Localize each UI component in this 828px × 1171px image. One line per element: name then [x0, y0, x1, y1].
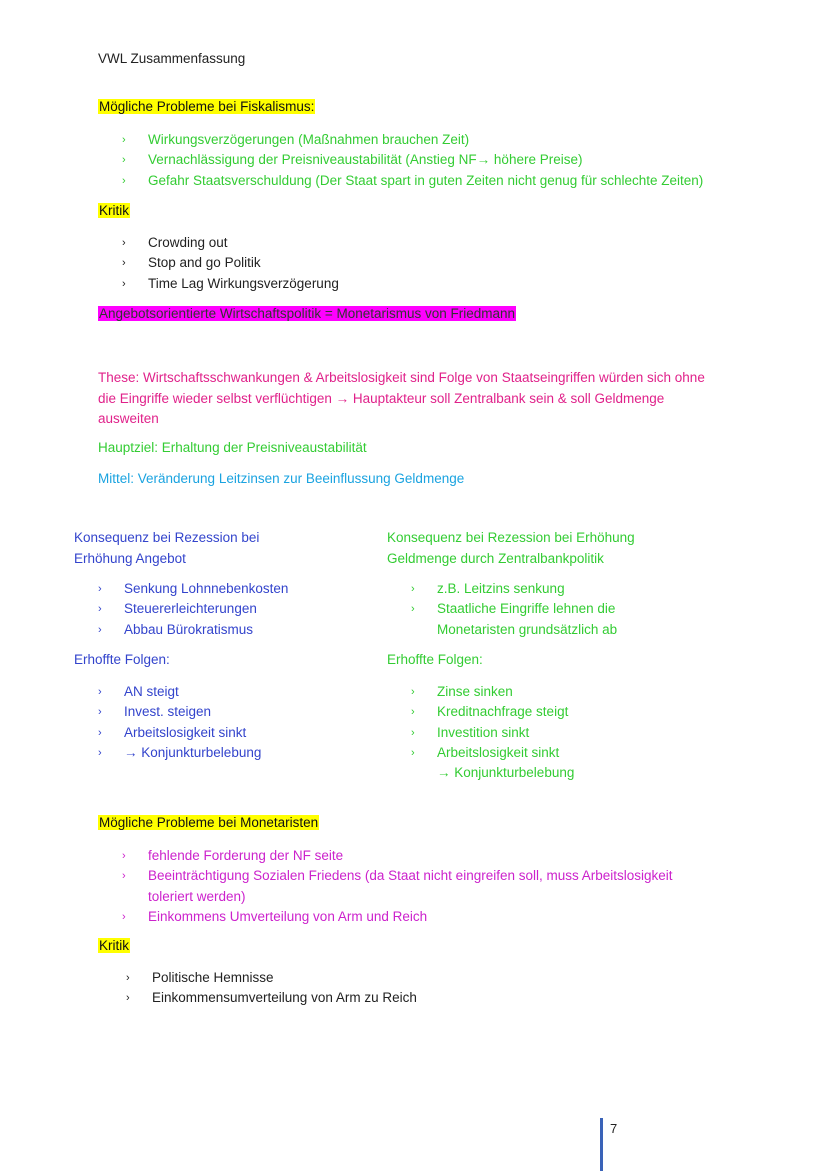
monetar-heading-text: Mögliche Probleme bei Monetaristen [99, 815, 319, 830]
hauptziel: Hauptziel: Erhaltung der Preisniveaustabilität [98, 440, 367, 455]
list-item-continuation: → Konjunkturbelebung [437, 765, 575, 781]
list-item: › Invest. steigen [98, 702, 261, 722]
bullet-icon: › [122, 237, 126, 249]
list-item: › Staatliche Eingriffe lehnen die [411, 599, 617, 619]
list-item: › Investition sinkt [411, 723, 574, 743]
monetar-kritik-list [126, 968, 417, 1009]
angebot-heading [98, 306, 516, 321]
bullet-icon: › [98, 726, 102, 739]
list-item-continuation: Monetaristen grundsätzlich ab [437, 621, 618, 637]
bullet-icon: › [126, 992, 130, 1005]
list-item: › Arbeitslosigkeit sinkt [98, 723, 261, 743]
left-folgen-heading: Erhoffte Folgen: [74, 652, 170, 667]
right-folgen-heading: Erhoffte Folgen: [387, 652, 483, 667]
list-item-continuation: toleriert werden) [148, 888, 246, 904]
bullet-icon: › [411, 686, 415, 698]
bullet-icon: › [98, 583, 102, 595]
list-item: › Einkommens Umverteilung von Arm und Reich [122, 907, 673, 927]
bullet-icon: › [411, 583, 415, 595]
left-folgen-list [98, 682, 261, 763]
list-item: › Time Lag Wirkungsverzögerung [122, 274, 339, 294]
right-heading-line: Konsequenz bei Rezession bei Erhöhung [387, 530, 635, 545]
bullet-icon: › [98, 686, 102, 698]
bullet-icon: › [122, 277, 126, 290]
list-item: › Politische Hemnisse [126, 968, 417, 988]
right-heading [387, 528, 635, 569]
mittel: Mittel: Veränderung Leitzinsen zur Beeinflussung Geldmenge [98, 471, 465, 486]
bullet-icon: › [98, 623, 102, 636]
list-item: › Zinse sinken [411, 682, 574, 702]
page-header: VWL Zusammenfassung [98, 51, 246, 66]
bullet-icon: › [122, 910, 126, 923]
left-heading-line: Konsequenz bei Rezession bei [74, 530, 260, 545]
bullet-icon: › [411, 706, 415, 719]
fiskal-kritik-list [122, 233, 339, 294]
left-measures-list [98, 579, 288, 640]
list-item: › Senkung Lohnnebenkosten [98, 579, 288, 599]
right-heading-line: Geldmenge durch Zentralbankpolitik [387, 550, 604, 566]
right-folgen-list [411, 682, 574, 783]
bullet-icon: › [411, 603, 415, 616]
page-number: 7 [610, 1121, 618, 1136]
left-heading-line: Erhöhung Angebot [74, 550, 186, 566]
bullet-icon: › [122, 257, 126, 270]
fiskal-heading [98, 99, 315, 114]
list-item: › → Konjunkturbelebung [98, 743, 261, 763]
bullet-icon: › [122, 134, 126, 146]
bullet-icon: › [98, 603, 102, 616]
list-item: › Stop and go Politik [122, 253, 339, 273]
bullet-icon: › [122, 174, 126, 187]
bullet-icon: › [122, 154, 126, 167]
bullet-icon: › [411, 746, 415, 759]
these-line: die Eingriffe wieder selbst verflüchtigen → Hauptakteur soll Zentralbank sein & soll Geldmenge [98, 390, 665, 406]
list-item: › Gefahr Staatsverschuldung (Der Staat spart in guten Zeiten nicht genug für schlechte Zeiten) [122, 171, 703, 191]
list-item: › Abbau Bürokratismus [98, 620, 288, 640]
list-item: › Kreditnachfrage steigt [411, 702, 574, 722]
fiskal-kritik-text: Kritik [99, 203, 129, 218]
fiskal-kritik-heading [98, 203, 130, 218]
monetar-list [122, 846, 673, 927]
list-item: › Vernachlässigung der Preisniveaustabilität (Anstieg NF→ höhere Preise) [122, 150, 703, 170]
bullet-icon: › [98, 706, 102, 719]
fiskal-heading-text: Mögliche Probleme bei Fiskalismus: [99, 99, 315, 114]
angebot-heading-text: Angebotsorientierte Wirtschaftspolitik = Monetarismus von Friedmann [99, 306, 516, 321]
these-paragraph [98, 368, 705, 430]
list-item: › fehlende Forderung der NF seite [122, 846, 673, 866]
monetar-kritik-text: Kritik [99, 938, 129, 953]
monetar-heading [98, 815, 319, 830]
list-item: › AN steigt [98, 682, 261, 702]
list-item: › Beeinträchtigung Sozialen Friedens (da Staat nicht eingreifen soll, muss Arbeitslosigkeit [122, 866, 673, 886]
monetar-kritik-heading [98, 938, 130, 953]
bullet-icon: › [122, 870, 126, 883]
bullet-icon: › [122, 850, 126, 862]
bullet-icon: › [126, 972, 130, 984]
list-item: › Steuererleichterungen [98, 599, 288, 619]
page-number-bar [600, 1118, 603, 1171]
these-line: ausweiten [98, 411, 159, 426]
fiskal-list [122, 130, 703, 191]
list-item: › Wirkungsverzögerungen (Maßnahmen brauchen Zeit) [122, 130, 703, 150]
right-measures-list [411, 579, 617, 640]
bullet-icon: › [411, 726, 415, 739]
list-item: › Einkommensumverteilung von Arm zu Reich [126, 988, 417, 1008]
list-item: › Arbeitslosigkeit sinkt [411, 743, 574, 763]
left-heading [74, 528, 259, 569]
list-item: › z.B. Leitzins senkung [411, 579, 617, 599]
these-line: These: Wirtschaftsschwankungen & Arbeitslosigkeit sind Folge von Staatseingriffen würden sich ohne [98, 370, 705, 385]
list-item: › Crowding out [122, 233, 339, 253]
bullet-icon: › [98, 746, 102, 759]
